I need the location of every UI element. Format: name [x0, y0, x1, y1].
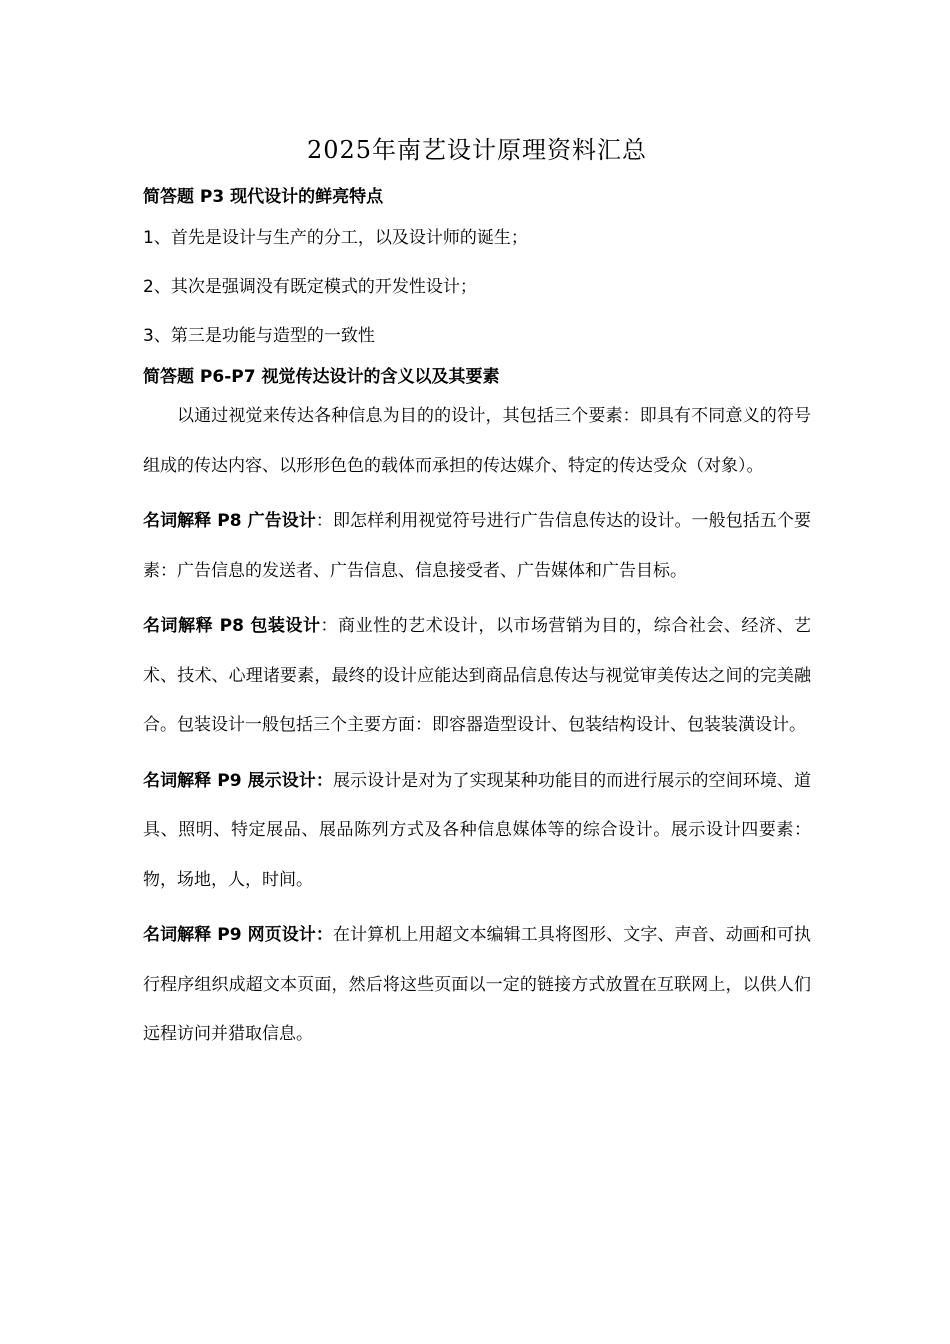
- document-title: 2025年南艺设计原理资料汇总: [306, 136, 648, 164]
- definition-term: 名词解释 P9 网页设计：: [143, 925, 333, 945]
- list-item: 2、其次是强调没有既定模式的开发性设计；: [143, 277, 477, 297]
- definition-term: 名词解释 P8 包装设计: [143, 616, 321, 636]
- list-item: 1、首先是设计与生产的分工，以及设计师的诞生；: [143, 228, 528, 248]
- definition-exhibition-design: [143, 757, 811, 906]
- definition-advertising-design: [143, 497, 811, 596]
- definition-web-design: [143, 911, 811, 1060]
- definition-text: ：商业性的艺术设计，以市场营销为目的，综合社会、经济、艺术、技术、心理诸要素，最终的设计应能达到商品信息传达与视觉审美传达之间的完美融合。包装设计一般包括三个主要方面：即容器造型设计、包装结构设计、包装装潢设计。: [143, 616, 812, 735]
- definition-text: 展示设计是对为了实现某种功能目的而进行展示的空间环境、道具、照明、特定展品、展品陈列方式及各种信息媒体等的综合设计。展示设计四要素：物，场地，人，时间。: [143, 770, 812, 890]
- definition-text: 在计算机上用超文本编辑工具将图形、文字、声音、动画和可执行程序组织成超文本页面，然后将这些页面以一定的链接方式放置在互联网上，以供人们远程访问并猎取信息。: [143, 925, 812, 1044]
- definition-term: 名词解释 P9 展示设计：: [143, 770, 333, 791]
- list-item: 3、第三是功能与造型的一致性: [143, 326, 375, 346]
- definition-packaging-design: [143, 602, 811, 751]
- section-heading-modern-design: 简答题 P3 现代设计的鲜亮特点: [143, 187, 384, 207]
- definition-term: 名词解释 P8 广告设计: [143, 511, 316, 531]
- definition-text: ：即怎样利用视觉符号进行广告信息传达的设计。一般包括五个要素：广告信息的发送者、广告信息、信息接受者、广告媒体和广告目标。: [143, 511, 812, 581]
- paragraph-visual-communication: 以通过视觉来传达各种信息为目的的设计，其包括三个要素：即具有不同意义的符号组成的传达内容、以形形色色的载体而承担的传达媒介、特定的传达受众（对象）。: [143, 406, 811, 476]
- document-body: [143, 132, 811, 1066]
- section-heading-visual-communication: 简答题 P6-P7 视觉传达设计的含义以及其要素: [143, 367, 500, 387]
